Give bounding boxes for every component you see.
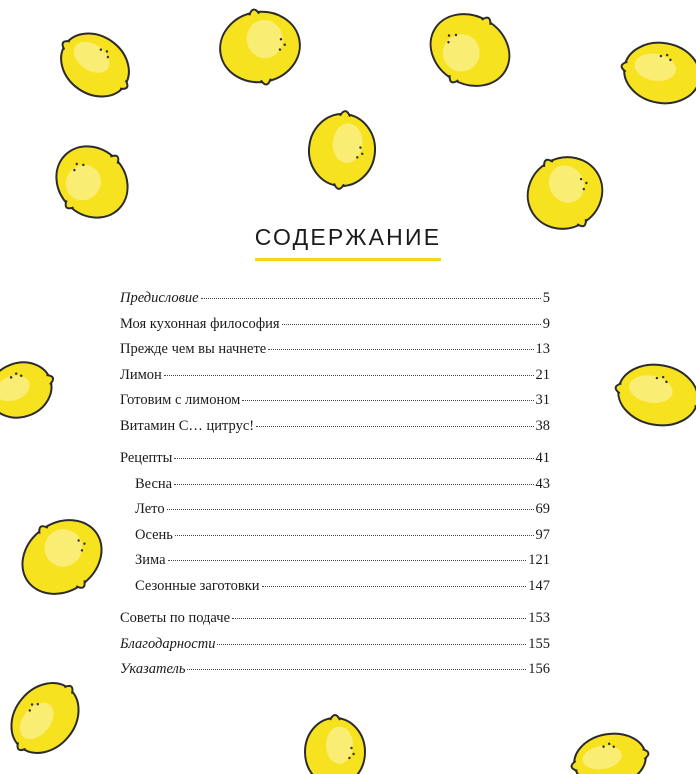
toc-entry-page: 9 bbox=[542, 315, 550, 332]
toc-entry-page: 5 bbox=[542, 290, 550, 306]
toc-entry bbox=[120, 450, 550, 476]
toc-entry-page: 147 bbox=[528, 577, 550, 594]
page-title: СОДЕРЖАНИЕ bbox=[255, 224, 442, 261]
dot-leader bbox=[217, 643, 526, 645]
toc-entry-page: 13 bbox=[535, 341, 550, 357]
dot-leader bbox=[201, 297, 541, 299]
toc-entry bbox=[120, 418, 550, 444]
toc-entry-title: Прежде чем вы начнете bbox=[120, 341, 267, 357]
toc-entry-page: 43 bbox=[535, 475, 550, 492]
lemon-icon bbox=[305, 715, 365, 774]
toc-entry bbox=[120, 552, 550, 578]
toc-entry-title: Предисловие bbox=[120, 290, 199, 306]
dot-leader bbox=[167, 508, 534, 510]
lemon-icon bbox=[567, 728, 653, 774]
toc-entry-page: 155 bbox=[528, 635, 550, 652]
toc-entry-title: Моя кухонная философия bbox=[120, 315, 280, 332]
lemon-icon bbox=[416, 0, 524, 103]
dot-leader bbox=[164, 374, 534, 376]
toc-entry-page: 41 bbox=[535, 450, 550, 466]
toc-entry-title: Осень bbox=[135, 526, 173, 543]
lemon-icon bbox=[0, 667, 94, 768]
dot-leader bbox=[175, 534, 534, 536]
toc-entry bbox=[120, 610, 550, 636]
lemon-icon bbox=[46, 19, 143, 111]
toc-entry-page: 153 bbox=[528, 610, 550, 626]
toc-entry bbox=[120, 636, 550, 662]
toc-entry bbox=[120, 501, 550, 527]
toc-entry-title: Сезонные заготовки bbox=[135, 577, 260, 594]
lemon-icon bbox=[40, 130, 145, 235]
toc-entry-page: 38 bbox=[535, 417, 550, 434]
toc-entry-title: Советы по подаче bbox=[120, 610, 231, 626]
lemon-icon bbox=[214, 3, 306, 92]
toc-entry-title: Готовим с лимоном bbox=[120, 392, 241, 408]
lemon-icon bbox=[610, 358, 696, 432]
toc-entry-title: Указатель bbox=[120, 661, 186, 677]
toc-entry-page: 156 bbox=[528, 661, 550, 677]
heading-wrap bbox=[0, 224, 696, 261]
toc-entry bbox=[120, 527, 550, 553]
dot-leader bbox=[232, 617, 526, 619]
dot-leader bbox=[282, 323, 541, 325]
toc-entry bbox=[120, 316, 550, 342]
toc-entry-title: Витамин С… цитрус! bbox=[120, 417, 255, 434]
toc-entry-title: Рецепты bbox=[120, 450, 173, 466]
toc-entry-title: Весна bbox=[135, 475, 173, 492]
toc-entry-page: 21 bbox=[535, 366, 550, 383]
toc-entry-page: 121 bbox=[528, 552, 550, 568]
toc-entry-title: Благодарности bbox=[120, 635, 216, 652]
table-of-contents bbox=[120, 290, 550, 687]
lemon-icon bbox=[616, 36, 696, 109]
toc-entry bbox=[120, 578, 550, 604]
toc-entry bbox=[120, 341, 550, 367]
dot-leader bbox=[187, 668, 526, 670]
toc-entry bbox=[120, 367, 550, 393]
toc-entry bbox=[120, 476, 550, 502]
dot-leader bbox=[174, 483, 533, 485]
lemon-icon bbox=[0, 353, 62, 428]
toc-entry-title: Лето bbox=[135, 501, 165, 517]
toc-entry-page: 31 bbox=[535, 392, 550, 408]
toc-entry-page: 97 bbox=[535, 526, 550, 543]
dot-leader bbox=[262, 585, 527, 587]
lemon-icon bbox=[306, 108, 379, 191]
lemon-icon bbox=[6, 503, 117, 612]
dot-leader bbox=[256, 425, 533, 427]
toc-entry bbox=[120, 392, 550, 418]
dot-leader bbox=[242, 399, 533, 401]
dot-leader bbox=[268, 348, 533, 350]
toc-entry-page: 69 bbox=[535, 501, 550, 517]
toc-entry bbox=[120, 661, 550, 687]
toc-entry bbox=[120, 290, 550, 316]
dot-leader bbox=[174, 457, 533, 459]
dot-leader bbox=[168, 559, 527, 561]
toc-entry-title: Зима bbox=[135, 552, 166, 568]
toc-entry-title: Лимон bbox=[120, 366, 162, 383]
